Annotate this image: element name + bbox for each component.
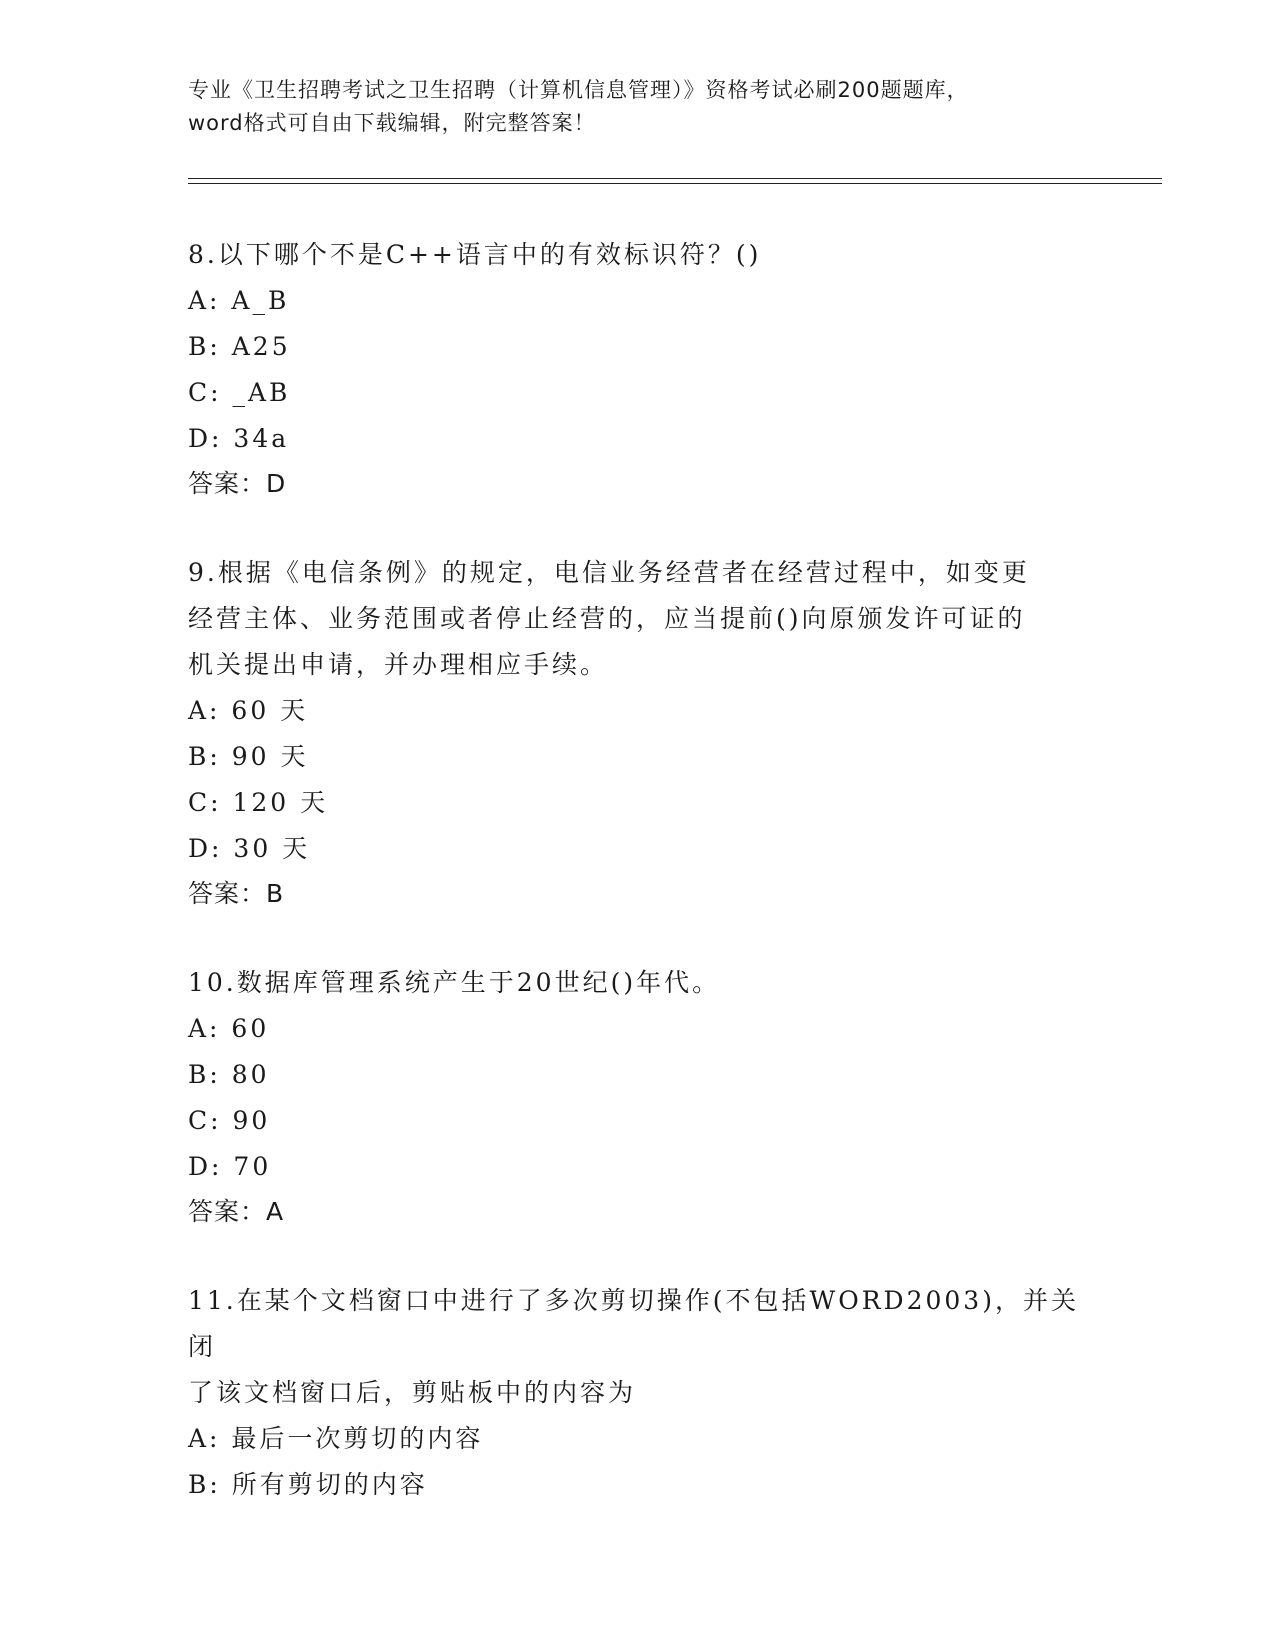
question-8 — [188, 232, 1088, 506]
option-c: C: 120 天 — [188, 788, 329, 817]
option-b: B: 90 天 — [188, 742, 309, 771]
option-a: A: 60 — [188, 1014, 270, 1043]
question-text-line-2: 了该文档窗口后，剪贴板中的内容为 — [188, 1378, 637, 1407]
question-text-line-2: 经营主体、业务范围或者停止经营的，应当提前()向原颁发许可证的 — [188, 604, 1026, 633]
question-list — [188, 232, 1088, 1552]
option-a: A: A_B — [188, 286, 290, 315]
option-c: C: 90 — [188, 1106, 271, 1135]
option-b: B: 所有剪切的内容 — [188, 1470, 428, 1499]
option-b: B: 80 — [188, 1060, 270, 1089]
header-divider-bottom — [188, 183, 1162, 184]
option-b: B: A25 — [188, 332, 291, 361]
question-text-line-1: 11.在某个文档窗口中进行了多次剪切操作(不包括WORD2003)，并关闭 — [188, 1286, 1079, 1361]
question-11 — [188, 1278, 1088, 1508]
question-text-line-3: 机关提出申请，并办理相应手续。 — [188, 650, 609, 679]
option-d: D: 30 天 — [188, 834, 311, 863]
question-text: 8.以下哪个不是C++语言中的有效标识符？() — [188, 240, 762, 269]
header-line-2: word格式可自由下载编辑，附完整答案！ — [188, 111, 596, 135]
option-d: D: 70 — [188, 1152, 272, 1181]
option-d: D: 34a — [188, 424, 290, 453]
option-c: C: _AB — [188, 378, 291, 407]
header-divider-top — [188, 178, 1162, 179]
question-text-line-1: 9.根据《电信条例》的规定，电信业务经营者在经营过程中，如变更 — [188, 558, 1030, 587]
answer: 答案：B — [188, 879, 285, 908]
answer: 答案：D — [188, 469, 287, 498]
option-a: A: 60 天 — [188, 696, 309, 725]
answer: 答案：A — [188, 1197, 285, 1226]
question-text: 10.数据库管理系统产生于20世纪()年代。 — [188, 968, 721, 997]
header-line-1: 专业《卫生招聘考试之卫生招聘（计算机信息管理）》资格考试必刷200题题库， — [188, 78, 969, 102]
document-header — [188, 74, 1088, 140]
question-9 — [188, 550, 1088, 916]
option-a: A: 最后一次剪切的内容 — [188, 1424, 484, 1453]
question-10 — [188, 960, 1088, 1234]
